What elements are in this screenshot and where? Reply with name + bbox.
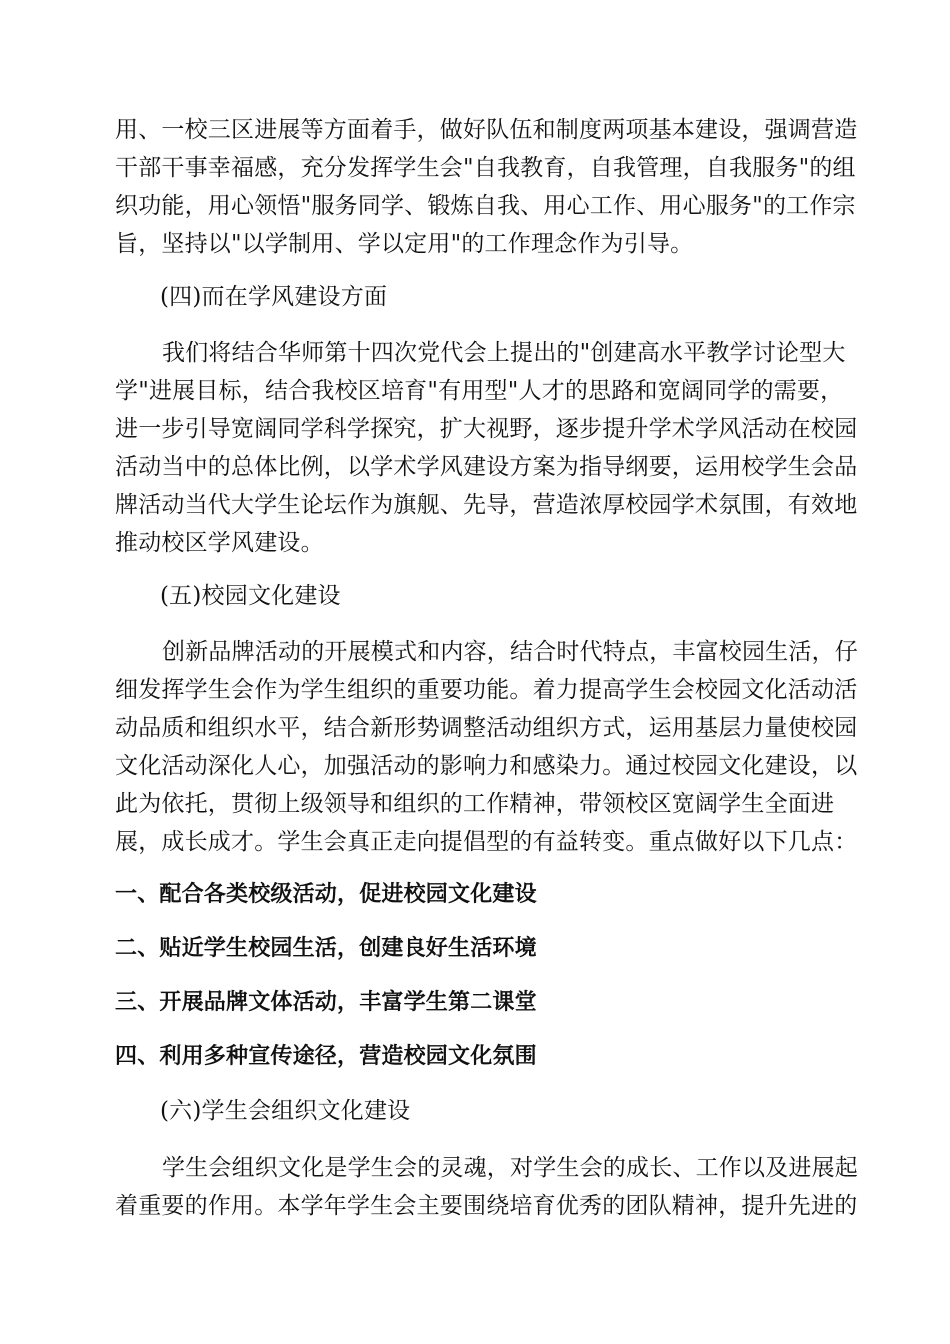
paragraph-line: 细发挥学生会作为学生组织的重要功能。着力提高学生会校园文化活动活 <box>115 677 858 703</box>
key-point: 四、利用多种宣传途径，营造校园文化氛围 <box>115 1044 537 1069</box>
paragraph-line: 进一步引导宽阔同学科学探究，扩大视野，逐步提升学术学风活动在校园 <box>115 416 858 442</box>
key-point: 三、开展品牌文体活动，丰富学生第二课堂 <box>115 990 537 1015</box>
paragraph-line: 文化活动深化人心，加强活动的影响力和感染力。通过校园文化建设，以 <box>115 753 858 779</box>
paragraph-line: 学生会组织文化是学生会的灵魂，对学生会的成长、工作以及进展起 <box>162 1155 858 1181</box>
key-point: 二、贴近学生校园生活，创建良好生活环境 <box>115 936 537 961</box>
key-point: 一、配合各类校级活动，促进校园文化建设 <box>115 882 537 907</box>
section-heading: (六)学生会组织文化建设 <box>160 1098 411 1124</box>
paragraph-line: 活动当中的总体比例，以学术学风建设方案为指导纲要，运用校学生会品 <box>115 454 858 480</box>
paragraph-line: 旨，坚持以"以学制用、学以定用"的工作理念作为引导。 <box>115 231 694 257</box>
paragraph-line: 推动校区学风建设。 <box>115 530 324 556</box>
paragraph-line: 此为依托，贯彻上级领导和组织的工作精神，带领校区宽阔学生全面进 <box>115 791 835 817</box>
paragraph-line: 织功能，用心领悟"服务同学、锻炼自我、用心工作、用心服务"的工作宗 <box>115 193 856 219</box>
paragraph-line: 展，成长成才。学生会真正走向提倡型的有益转变。重点做好以下几点： <box>115 829 858 855</box>
paragraph-line: 着重要的作用。本学年学生会主要围绕培育优秀的团队精神，提升先进的 <box>115 1193 858 1219</box>
section-heading: (四)而在学风建设方面 <box>160 284 388 310</box>
paragraph-line: 我们将结合华师第十四次党代会上提出的"创建高水平教学讨论型大 <box>162 340 846 366</box>
paragraph-line: 牌活动当代大学生论坛作为旗舰、先导，营造浓厚校园学术氛围，有效地 <box>115 492 858 518</box>
paragraph-line: 创新品牌活动的开展模式和内容，结合时代特点，丰富校园生活，仔 <box>162 639 858 665</box>
paragraph-line: 动品质和组织水平，结合新形势调整活动组织方式，运用基层力量使校园 <box>115 715 858 741</box>
paragraph-line: 干部干事幸福感，充分发挥学生会"自我教育，自我管理，自我服务"的组 <box>115 155 856 181</box>
section-heading: (五)校园文化建设 <box>160 583 341 609</box>
paragraph-line: 用、一校三区进展等方面着手，做好队伍和制度两项基本建设，强调营造 <box>115 117 858 143</box>
paragraph-line: 学"进展目标，结合我校区培育"有用型"人才的思路和宽阔同学的需要， <box>115 378 844 404</box>
